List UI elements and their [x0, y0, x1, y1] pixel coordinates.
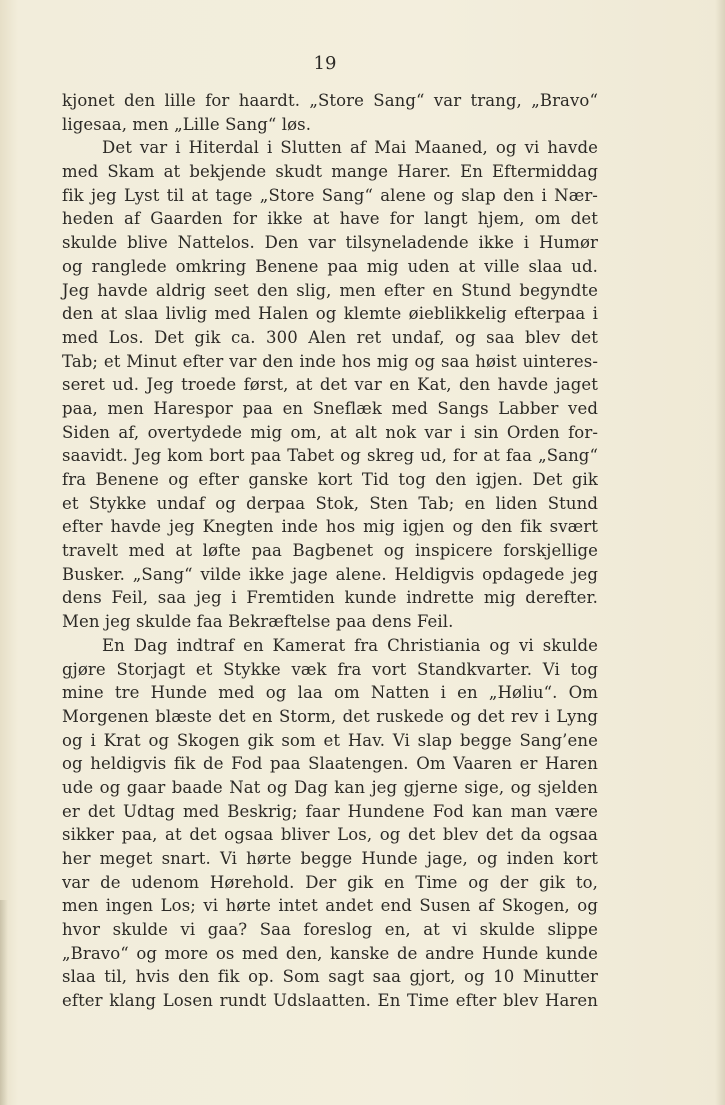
text-line: ude og gaar baade Nat og Dag kan jeg gjerne sige, og sjelden: [62, 777, 598, 797]
text-line: fik jeg Lyst til at tage „Store Sang“ alene og slap den i Nær-: [62, 185, 598, 205]
body-text: [62, 89, 598, 1013]
text-line: efter klang Losen rundt Udslaatten. En Time efter blev Haren: [62, 991, 598, 1011]
text-line: med Los. Det gik ca. 300 Alen ret undaf, og saa blev det: [62, 327, 598, 347]
text-line: men ingen Los; vi hørte intet andet end Susen af Skogen, og: [62, 896, 598, 916]
text-line: gjøre Storjagt et Stykke væk fra vort Standkvarter. Vi tog: [62, 659, 598, 679]
text-line: hvor skulde vi gaa? Saa foreslog en, at vi skulde slippe: [62, 920, 598, 940]
text-line: Busker. „Sang“ vilde ikke jage alene. Heldigvis opdagede jeg: [62, 564, 598, 584]
text-line: og i Krat og Skogen gik som et Hav. Vi slap begge Sang’ene: [62, 730, 598, 750]
text-line: „Bravo“ og more os med den, kanske de andre Hunde kunde: [62, 943, 598, 963]
text-line: skulde blive Nattelos. Den var tilsyneladende ikke i Humør: [62, 233, 598, 253]
page-binding-shadow: [0, 900, 8, 1105]
text-line: Det var i Hiterdal i Slutten af Mai Maaned, og vi havde: [102, 138, 598, 158]
text-line: er det Udtag med Beskrig; faar Hundene Fod kan man være: [62, 801, 598, 821]
text-line: Jeg havde aldrig seet den slig, men efter en Stund begyndte: [62, 280, 598, 300]
text-line: var de udenom Hørehold. Der gik en Time og der gik to,: [62, 872, 598, 892]
text-line: dens Feil, saa jeg i Fremtiden kunde indrette mig derefter.: [62, 588, 598, 608]
page-number: 19: [313, 53, 337, 74]
text-line: slaa til, hvis den fik op. Som sagt saa gjort, og 10 Minutter: [62, 967, 598, 987]
text-line: med Skam at bekjende skudt mange Harer. En Eftermiddag: [62, 162, 598, 182]
page-edge-shadow: [715, 0, 725, 1105]
text-line: og heldigvis fik de Fod paa Slaatengen. Om Vaaren er Haren: [62, 754, 598, 774]
text-line: og ranglede omkring Benene paa mig uden at ville slaa ud.: [62, 256, 598, 276]
text-line: travelt med at løfte paa Bagbenet og inspicere forskjellige: [62, 541, 598, 561]
text-line: En Dag indtraf en Kamerat fra Christiania og vi skulde: [102, 635, 598, 655]
text-line: heden af Gaarden for ikke at have for langt hjem, om det: [62, 209, 598, 229]
text-line: seret ud. Jeg troede først, at det var en Kat, den havde jaget: [62, 375, 598, 395]
text-line: et Stykke undaf og derpaa Stok, Sten Tab; en liden Stund: [62, 493, 598, 513]
text-line: Men jeg skulde faa Bekræftelse paa dens Feil.: [62, 612, 454, 632]
text-line: sikker paa, at det ogsaa bliver Los, og det blev det da ogsaa: [62, 825, 598, 845]
text-line: fra Benene og efter ganske kort Tid tog den igjen. Det gik: [62, 470, 598, 489]
text-line: kjonet den lille for haardt. „Store Sang“ var trang, „Bravo“: [62, 91, 598, 110]
text-line: Tab; et Minut efter var den inde hos mig og saa høist uinteres-: [62, 351, 598, 371]
text-line: ligesaa, men „Lille Sang“ løs.: [62, 114, 312, 134]
text-line: mine tre Hunde med og laa om Natten i en „Høliu“. Om: [62, 683, 598, 703]
text-line: efter havde jeg Knegten inde hos mig igjen og den fik svært: [62, 517, 598, 537]
text-line: paa, men Harespor paa en Sneflæk med Sangs Labber ved: [62, 398, 598, 418]
text-line: den at slaa livlig med Halen og klemte øieblikkelig efterpaa i: [62, 304, 598, 324]
text-line: saavidt. Jeg kom bort paa Tabet og skreg ud, for at faa „Sang“: [62, 446, 598, 466]
text-line: Morgenen blæste det en Storm, det ruskede og det rev i Lyng: [62, 706, 598, 726]
text-line: Siden af, overtydede mig om, at alt nok var i sin Orden for-: [62, 422, 598, 442]
text-line: her meget snart. Vi hørte begge Hunde jage, og inden kort: [62, 849, 598, 868]
